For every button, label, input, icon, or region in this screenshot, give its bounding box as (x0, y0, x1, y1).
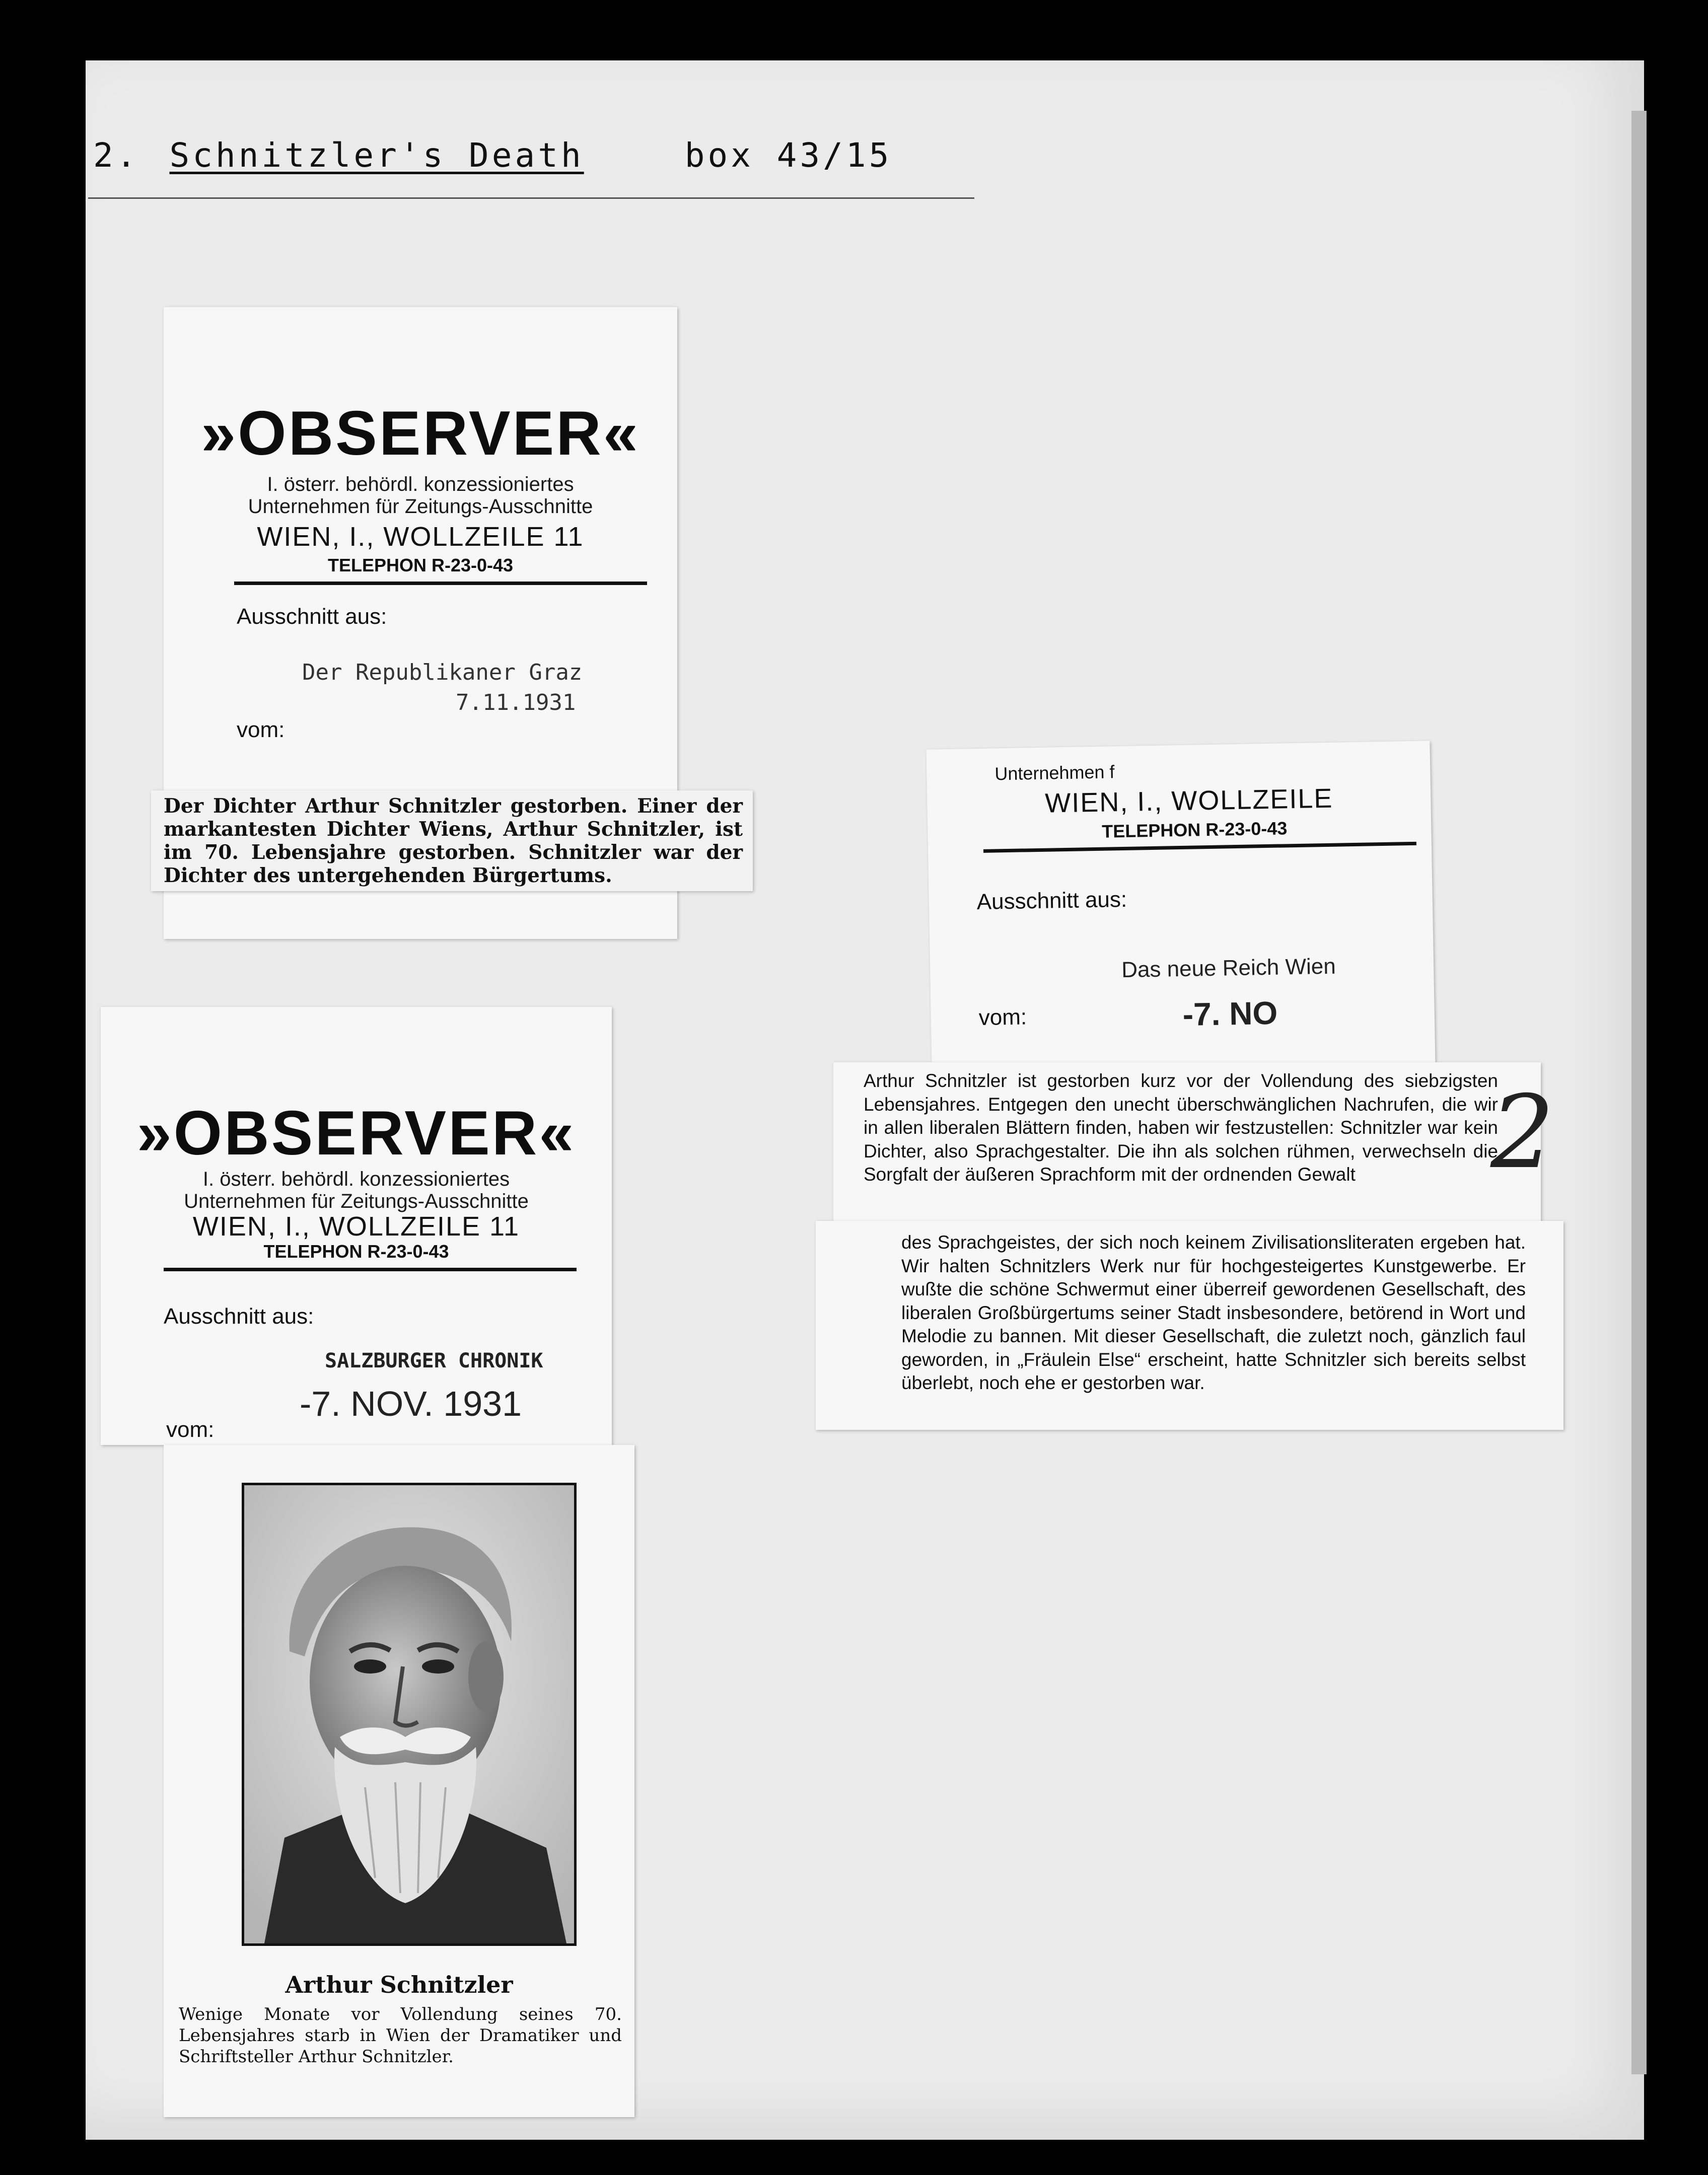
clipping-portrait-slip (164, 1445, 634, 2117)
header-title: Schnitzler's Death (169, 136, 584, 175)
neue-reich-article-part1: Arthur Schnitzler ist gestorben kurz vor der Vollendung des siebzigsten Lebensjahres. Entgegen den unecht überschwänglichen Nachrufen, die wir in allen liberalen Blättern finden, haben wir festzustellen: Schnitzler war kein Dichter, also Sprachgestalter. Die ihn als solchen rühmen, verwechseln die Sorgfalt der äußeren Sprachform mit der ordnenden Gewalt (864, 1070, 1498, 1185)
date-stamp: -7. NO (1182, 994, 1278, 1033)
observer-partial-line: Unternehmen f (994, 761, 1115, 784)
observer-logo: »OBSERVER« (136, 1099, 576, 1168)
clipping-republikaner-text-slip (151, 790, 753, 891)
ausschnitt-label: Ausschnitt aus: (976, 887, 1127, 915)
republikaner-article-text: Der Dichter Arthur Schnitzler gestorben. Einer der markantesten Dichter Wiens, Arthur Schnitzler, ist im 70. Lebensjahre gestorben. Schnitzler war der Dichter des untergehenden Bürgertums. (164, 794, 743, 887)
clipping-salzburger-slip (101, 1007, 612, 1445)
date-typed: 7.11.1931 (456, 690, 576, 715)
ausschnitt-label: Ausschnitt aus: (164, 1304, 314, 1329)
clipping-neue-reich-article-part2 (816, 1221, 1563, 1430)
portrait-caption-text: Wenige Monate vor Vollendung seines 70. Lebensjahres starb in Wien der Dramatiker und Schriftsteller Arthur Schnitzler. (179, 2004, 622, 2067)
portrait-caption-title: Arthur Schnitzler (285, 1971, 513, 1998)
source-typed: Der Republikaner Graz (302, 660, 583, 685)
observer-address: WIEN, I., WOLLZEILE (1044, 783, 1333, 819)
vom-label: vom: (166, 1417, 215, 1442)
vom-label: vom: (978, 1004, 1027, 1031)
source-stamp: SALZBURGER CHRONIK (325, 1349, 543, 1372)
observer-address: WIEN, I., WOLLZEILE 11 (257, 522, 584, 552)
observer-rule (164, 1268, 577, 1271)
observer-line1: I. österr. behördl. konzessioniertes (267, 473, 574, 495)
observer-telephon: TELEPHON R-23-0-43 (263, 1241, 449, 1262)
observer-rule (234, 582, 647, 585)
handwritten-mark: 2 (1490, 1074, 1555, 1191)
portrait-photo (242, 1483, 577, 1946)
source-stamp: Das neue Reich Wien (1121, 954, 1336, 983)
header-rule (88, 197, 974, 199)
observer-line2: Unternehmen für Zeitungs-Ausschnitte (184, 1190, 529, 1212)
header-number: 2. (93, 136, 139, 175)
neue-reich-article-part2: des Sprachgeistes, der sich noch keinem Zivilisationsliteraten ergeben hat. Wir halten Schnitzlers Werk nur für hochgesteigertes Kunstgewerbe. Er wußte die schöne Schwermut einer überreif gewordenen Gesellschaft, des liberalen Großbürgertums seiner Stadt insbesondere, betörend in Wort und Melodie zu bannen. Mit dieser Gesellschaft, die zuletzt noch, gänzlich faul geworden, in „Fräulein Else“ erscheint, hatte Schnitzler sich bereits selbst überlebt, noch ehe er gestorben war. (901, 1232, 1526, 1393)
observer-telephon: TELEPHON R-23-0-43 (327, 555, 514, 575)
observer-rule (983, 842, 1416, 853)
page-edge-shadow (1631, 111, 1647, 2074)
ausschnitt-label: Ausschnitt aus: (237, 604, 387, 629)
header-box-label: box 43/15 (684, 136, 892, 175)
observer-logo: »OBSERVER« (201, 399, 640, 468)
observer-address: WIEN, I., WOLLZEILE 11 (192, 1211, 520, 1242)
observer-telephon: TELEPHON R-23-0-43 (1101, 818, 1288, 842)
observer-line1: I. österr. behördl. konzessioniertes (202, 1168, 510, 1190)
observer-line2: Unternehmen für Zeitungs-Ausschnitte (248, 495, 593, 518)
date-stamp: -7. NOV. 1931 (300, 1384, 522, 1423)
portrait-illustration (244, 1485, 574, 1943)
page-header (93, 136, 892, 175)
clipping-neue-reich-slip (926, 741, 1435, 1071)
vom-label: vom: (237, 717, 285, 742)
clipping-neue-reich-article-part1 (833, 1062, 1555, 1223)
